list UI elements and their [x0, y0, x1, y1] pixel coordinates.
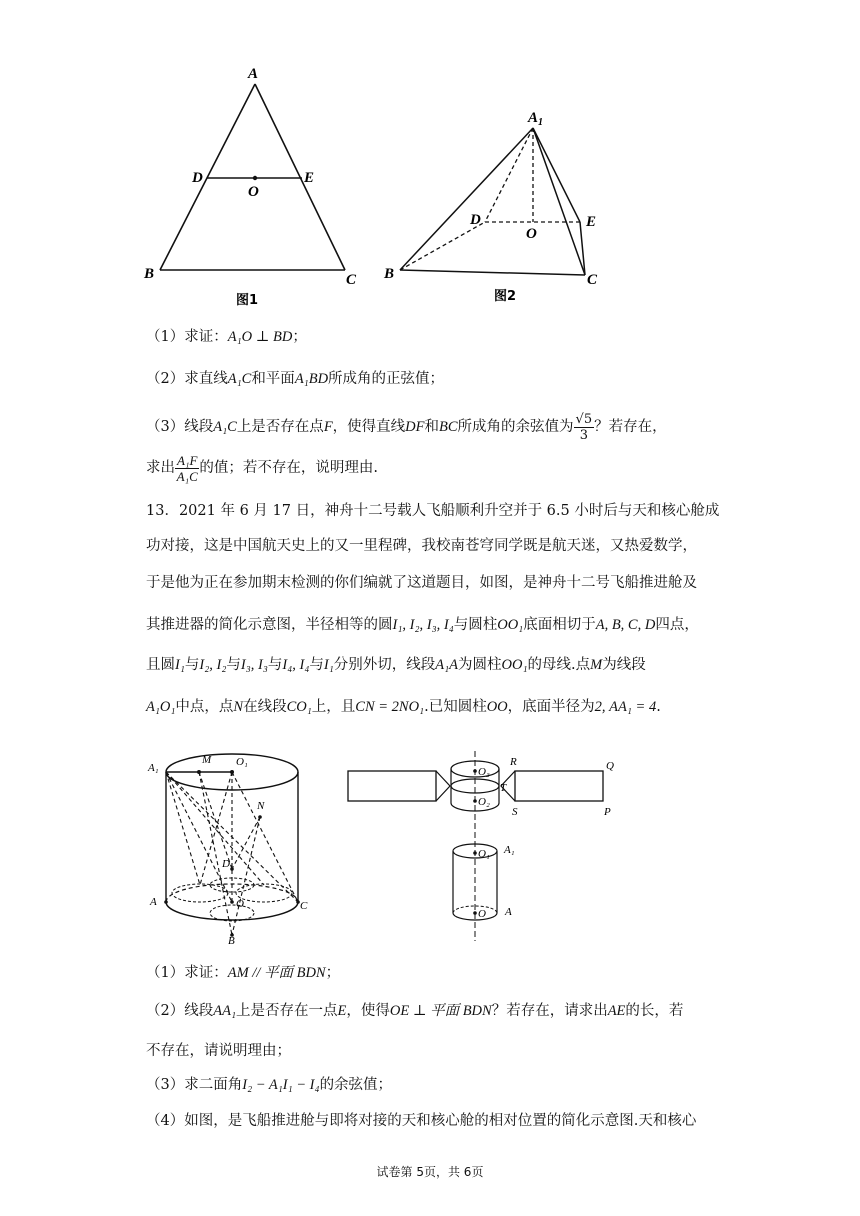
point-o — [253, 176, 257, 180]
bottom-front-arc — [166, 902, 298, 920]
label-o1: O₁ — [236, 756, 248, 768]
figure-4-spacecraft — [340, 745, 630, 945]
label-p: P — [604, 806, 611, 818]
q13-part3: （3）求二面角I₂ − A₁I₁ − I₄的余弦值； — [146, 1077, 393, 1093]
q13-part4: （4）如图，是飞船推进舱与即将对接的天和核心舱的相对位置的简化示意图.天和核心 — [146, 1113, 697, 1129]
label-c: C — [587, 272, 598, 288]
figure-3-cylinder — [140, 745, 330, 945]
edge-a1c — [533, 128, 585, 275]
label-c: C — [300, 900, 308, 912]
edge-a1e — [533, 128, 580, 222]
label-a: A — [248, 66, 259, 82]
figure-2-caption: 图2 — [494, 289, 517, 304]
edge-bd-hidden — [400, 222, 485, 270]
q13-line1: 13．2021 年 6 月 17 日，神舟十二号载人飞船顺利升空并于 6.5 小时后与天和核心舱成 — [146, 503, 720, 519]
dashed-lines — [166, 772, 298, 935]
q13-line4: 其推进器的简化示意图，半径相等的圆I₁, I₂, I₃, I₄与圆柱OO₁底面相切于A, B, C, D四点， — [146, 617, 699, 633]
label-o: O — [248, 184, 259, 200]
point-d — [230, 867, 234, 871]
label-r: R — [510, 756, 517, 768]
label-n: N — [257, 800, 265, 812]
label-o3: O₃ — [478, 766, 490, 778]
fraction-sqrt5-over-3: $\frac{√5}{3}$ — [575, 411, 593, 443]
label-e: E — [304, 170, 315, 186]
label-b: B — [144, 266, 155, 282]
edge-a1b — [400, 128, 533, 270]
figure-2-pyramid — [380, 100, 620, 310]
q13-line2: 功对接，这是中国航天史上的又一里程碑，我校南苍穹同学既是航天迷，又热爱数学， — [146, 538, 697, 554]
label-s: S — [512, 806, 518, 818]
label-d: D — [222, 858, 230, 870]
q12-part1: （1）求证：A₁O ⊥ BD； — [146, 329, 307, 345]
point-n — [258, 815, 262, 819]
label-a1: A₁ — [148, 762, 159, 774]
label-o1: O₁ — [478, 848, 490, 860]
label-a: A — [505, 906, 512, 918]
edge-a1d-hidden — [485, 128, 533, 222]
q12-part3: （3）线段A₁C上是否存在点F，使得直线DF和BC所成角的余弦值为 $\frac{√5}{3}$ ？若存在， — [146, 411, 667, 443]
label-o2: O₂ — [478, 796, 490, 808]
point-o — [230, 900, 234, 904]
edge-bc — [400, 270, 585, 275]
q13-line3: 于是他为正在参加期末检测的你们编就了这道题目，如图，是神舟十二号飞船推进舱及 — [146, 575, 697, 591]
figure-1-caption: 图1 — [236, 293, 259, 308]
q13-line5: 且圆I₁与I₂, I₂与I₃, I₃与I₄, I₄与I₁分别外切，线段A₁A为圆柱OO₁的母线.点M为线段 — [146, 657, 646, 673]
label-o: O — [478, 908, 486, 920]
label-o: O — [236, 898, 244, 910]
right-panel — [515, 771, 603, 801]
q13-part2: （2）线段AA₁上是否存在一点E，使得OE ⊥ 平面 BDN？若存在，请求出AE的长，若 — [146, 1003, 684, 1019]
label-o: O — [526, 226, 537, 242]
label-a1: $A_1$ — [528, 110, 544, 128]
label-b: B — [384, 266, 395, 282]
label-c: C — [346, 272, 357, 288]
page-footer: 试卷第 5页，共 6页 — [376, 1165, 484, 1179]
q13-part2-line2: 不存在，请说明理由； — [146, 1043, 291, 1059]
label-d: D — [192, 170, 203, 186]
label-t: T — [500, 782, 507, 794]
point-o2 — [473, 799, 477, 803]
point-a — [164, 900, 168, 904]
edge-ac — [255, 84, 345, 270]
left-panel — [348, 771, 436, 801]
edge-ab — [160, 84, 255, 270]
label-q: Q — [606, 760, 614, 772]
left-connector — [436, 771, 450, 801]
label-a: A — [150, 896, 157, 908]
label-m: M — [202, 754, 212, 766]
figure-1-triangle — [140, 60, 370, 320]
q13-line6: A₁O₁中点，点N在线段CO₁上，且CN = 2NO₁.已知圆柱OO，底面半径为2, AA₁ = 4. — [146, 699, 661, 715]
q13-part1: （1）求证：AM // 平面 BDN； — [146, 965, 341, 981]
point-o1 — [473, 851, 477, 855]
label-b: B — [228, 935, 235, 945]
point-o — [473, 911, 477, 915]
q12-part3-line2: 求出 $\frac{\text{A₁F}}{\text{A₁C}}$ 的值；若不存在，说明理由. — [146, 452, 379, 484]
fraction-a1f-over-a1c: $\frac{\text{A₁F}}{\text{A₁C}}$ — [176, 452, 198, 484]
label-e: E — [586, 214, 597, 230]
point-o3 — [473, 769, 477, 773]
label-d: D — [470, 212, 481, 228]
q12-part2: （2）求直线A₁C和平面A₁BD所成角的正弦值； — [146, 371, 445, 387]
label-a1: A₁ — [504, 844, 515, 856]
